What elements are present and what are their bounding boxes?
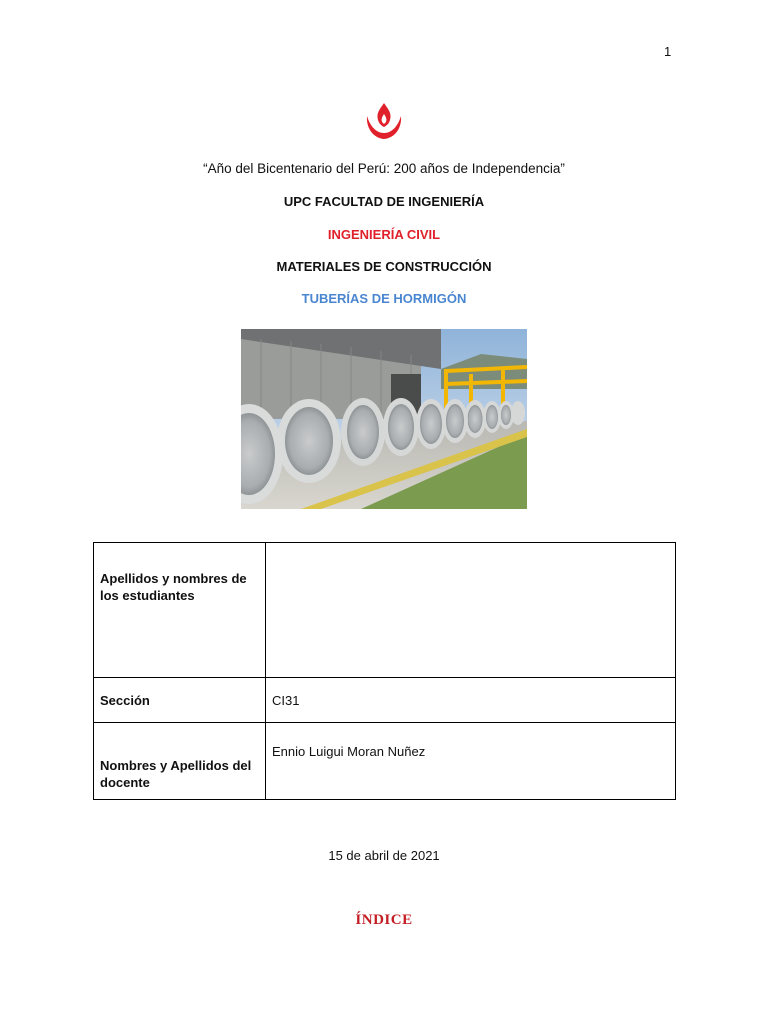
page-number: 1 xyxy=(664,44,672,59)
section-value: CI31 xyxy=(266,678,676,723)
students-value xyxy=(266,543,676,678)
national-motto: “Año del Bicentenario del Perú: 200 años de Independencia” xyxy=(203,161,565,176)
students-label: Apellidos y nombres de los estudiantes xyxy=(94,543,266,678)
topic-title: TUBERÍAS DE HORMIGÓN xyxy=(301,291,467,306)
concrete-pipes-photo xyxy=(241,329,527,509)
course-title: MATERIALES DE CONSTRUCCIÓN xyxy=(276,259,492,274)
career-title: INGENIERÍA CIVIL xyxy=(327,227,441,242)
upc-flame-logo-icon xyxy=(362,100,406,144)
teacher-value: Ennio Luigui Moran Nuñez xyxy=(266,723,676,800)
table-row xyxy=(94,678,676,723)
student-info-table xyxy=(93,542,676,800)
faculty-title: UPC FACULTAD DE INGENIERÍA xyxy=(283,194,485,209)
table-row xyxy=(94,543,676,678)
section-label: Sección xyxy=(94,678,266,723)
table-row xyxy=(94,723,676,800)
index-heading: ÍNDICE xyxy=(355,912,413,928)
document-date: 15 de abril de 2021 xyxy=(328,848,440,863)
teacher-label: Nombres y Apellidos del docente xyxy=(94,723,266,800)
